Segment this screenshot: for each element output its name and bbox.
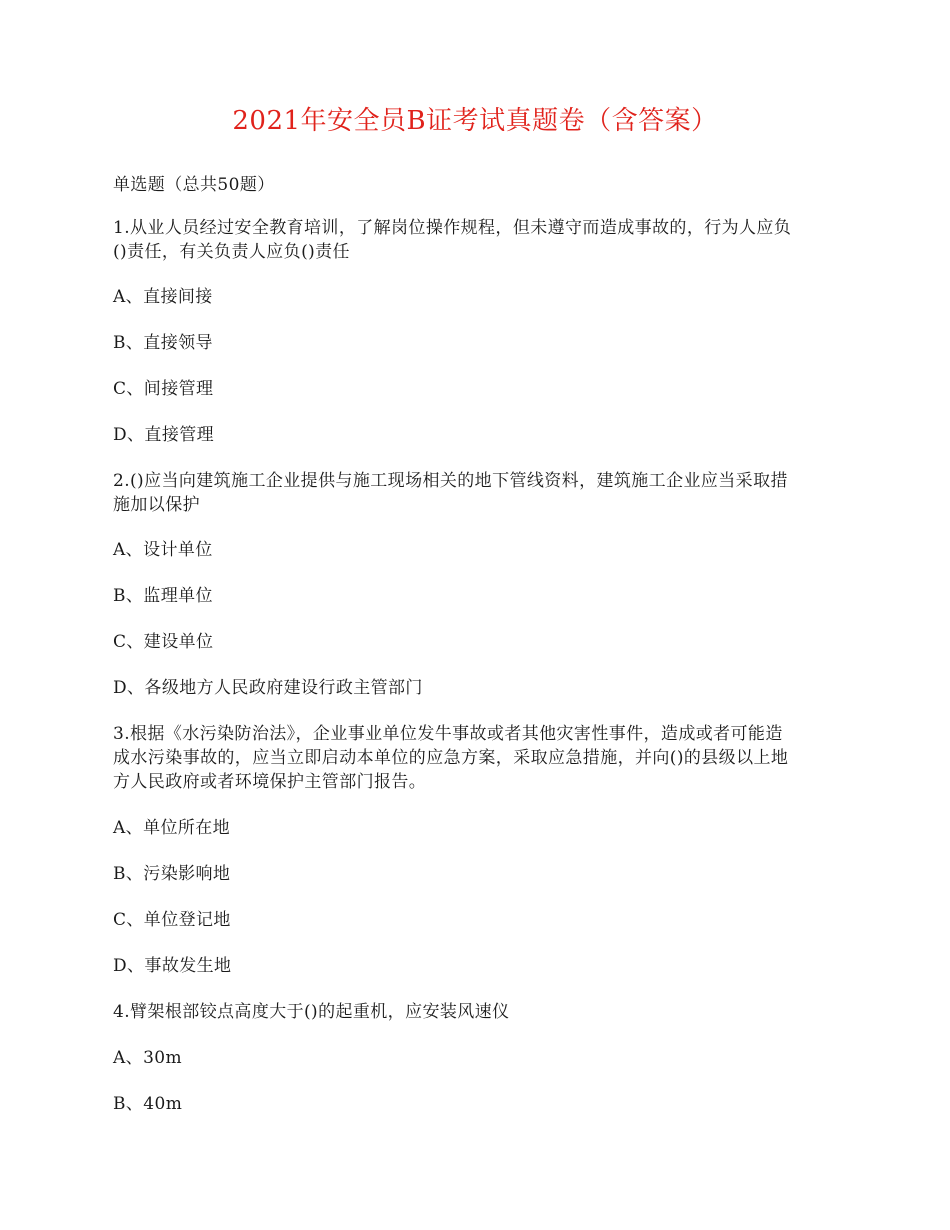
question-4-option-a: A、30m [113, 1048, 183, 1068]
question-1-option-b: B、直接领导 [113, 333, 213, 353]
question-3-stem-line-1: 3.根据《水污染防治法》，企业事业单位发牛事故或者其他灾害性事件，造成或者可能造 [113, 724, 783, 744]
question-1-option-d: D、直接管理 [113, 425, 215, 445]
section-heading: 单选题（总共50题） [113, 175, 275, 195]
question-3-stem-line-3: 方人民政府或者环境保护主管部门报告。 [113, 772, 427, 792]
question-4-option-b: B、40m [113, 1094, 183, 1114]
document-title: 2021年安全员B证考试真题卷（含答案） [232, 106, 718, 136]
question-1-stem-line-2: ()责任，有关负责人应负()责任 [113, 242, 350, 262]
question-2-option-d: D、各级地方人民政府建设行政主管部门 [113, 678, 423, 698]
question-2-option-b: B、监理单位 [113, 586, 213, 606]
question-1-option-c: C、间接管理 [113, 379, 214, 399]
question-2-option-a: A、设计单位 [113, 540, 213, 560]
question-2-stem-line-2: 施加以保护 [113, 495, 200, 515]
question-2-option-c: C、建设单位 [113, 632, 214, 652]
question-3-option-a: A、单位所在地 [113, 818, 231, 838]
question-1-option-a: A、直接间接 [113, 287, 213, 307]
question-1-stem-line-1: 1.从业人员经过安全教育培训，了解岗位操作规程，但未遵守而造成事故的，行为人应负 [113, 218, 792, 238]
question-3-stem-line-2: 成水污染事故的，应当立即启动本单位的应急方案，采取应急措施，并向()的县级以上地 [113, 748, 789, 768]
question-2-stem-line-1: 2.()应当向建筑施工企业提供与施工现场相关的地下管线资料，建筑施工企业应当采取措 [113, 471, 788, 491]
question-3-option-c: C、单位登记地 [113, 910, 231, 930]
question-3-option-d: D、事故发生地 [113, 956, 232, 976]
question-4-stem-line-1: 4.臂架根部铰点高度大于()的起重机，应安装风速仪 [113, 1002, 510, 1022]
question-3-option-b: B、污染影响地 [113, 864, 231, 884]
